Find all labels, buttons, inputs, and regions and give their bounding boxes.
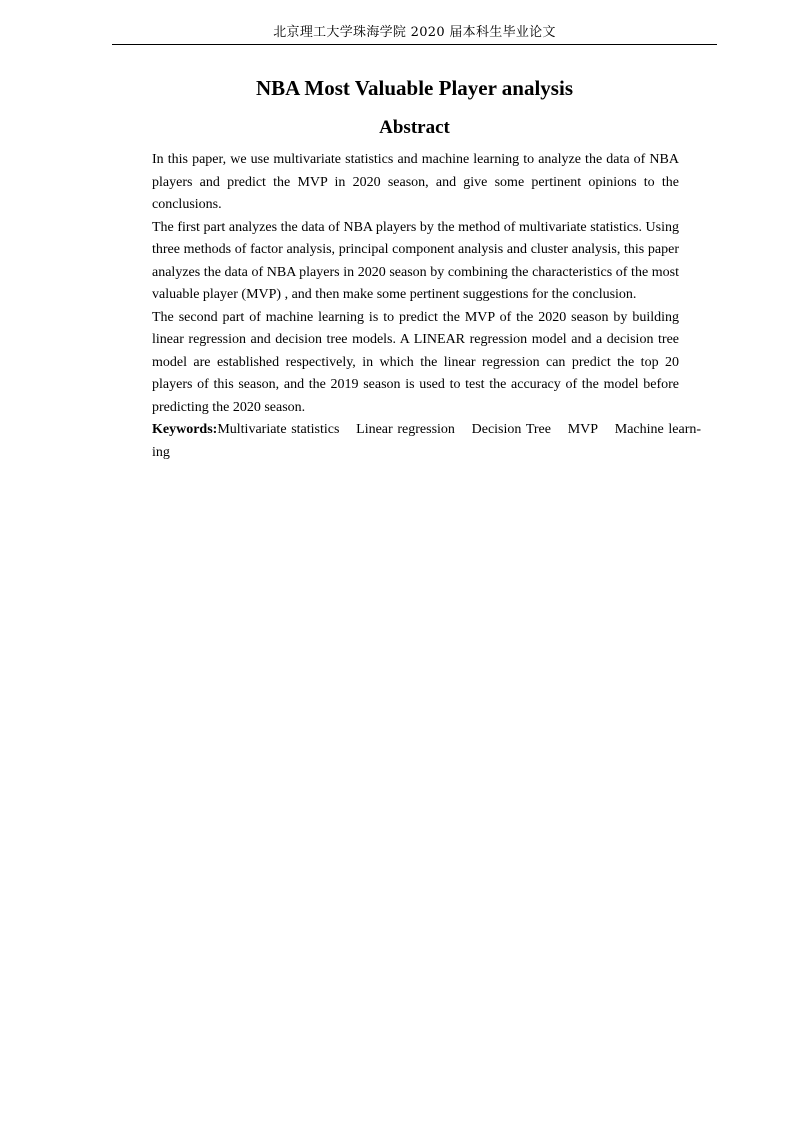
keyword-item: Decision Tree (471, 422, 551, 437)
abstract-paragraph-3: The second part of machine learning is to predict the MVP of the 2020 season by building linear regression and decision tree models. A LINEAR regression model and a decision tree model are established respectively, in which the linear regression can predict the top 20 players of this season, and the 2019 season is used to test the accuracy of the model before predicting the 2020 season. (152, 309, 679, 415)
running-header: 北京理工大学珠海学院 2020 届本科生毕业论文 (273, 25, 556, 40)
keyword-item: Multivariate statistics (217, 422, 340, 437)
keyword-item: MVP (567, 422, 599, 437)
keywords-line (152, 419, 701, 464)
abstract-paragraph-1: In this paper, we use multivariate statistics and machine learning to analyze the data of NBA players and predict the MVP in 2020 season, and give some pertinent opinions to the conclusions. (152, 152, 679, 212)
keyword-item: Machine learn-ing (152, 422, 702, 460)
abstract-paragraph-2: The first part analyzes the data of NBA players by the method of multivariate statistics. Using three methods of factor analysis, principal component analysis and cluster analysis, this paper analyzes the data of NBA players in 2020 season by combining the characteristics of the most valuable player (MVP) , and then make some pertinent suggestions for the conclusion. (152, 219, 679, 302)
abstract-heading: Abstract (379, 117, 450, 138)
keywords-label: Keywords: (152, 422, 218, 437)
abstract-body (152, 149, 702, 464)
header-rule (112, 44, 717, 45)
keyword-item: Linear regression (356, 422, 455, 437)
paper-title: NBA Most Valuable Player analysis (256, 76, 573, 100)
